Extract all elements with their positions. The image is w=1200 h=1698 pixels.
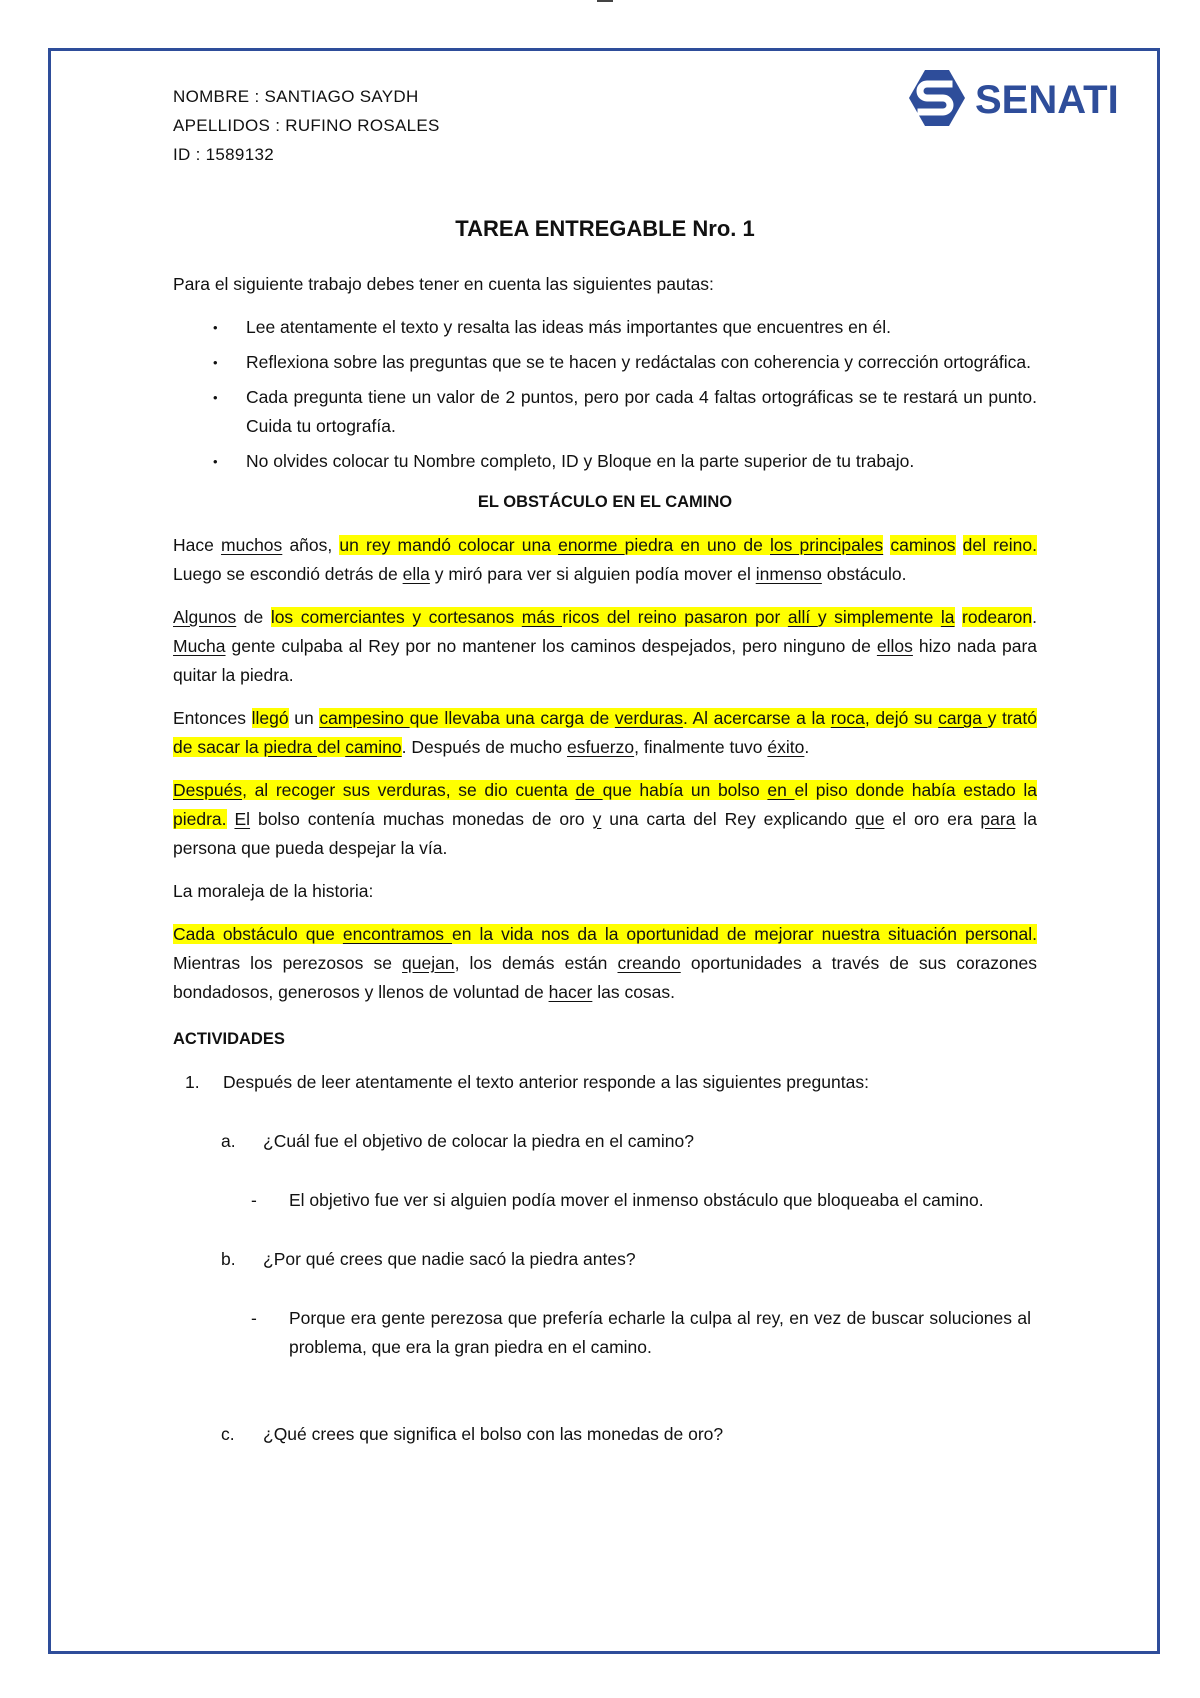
story-paragraph-3: Entonces llegó un campesino que llevaba una carga de verduras. Al acercarse a la roca, dejó su carga y trató de sacar la piedra del camino. Después de mucho esfuerzo, finalmente tuvo éxito. (173, 708, 1037, 757)
answer-b: - Porque era gente perezosa que prefería echarle la culpa al rey, en vez de buscar soluciones al problema, que era la gran piedra en el camino. (251, 1308, 1031, 1357)
bullet-icon: • (213, 355, 218, 370)
senati-logo-text: SENATI (975, 78, 1119, 122)
story-title: EL OBSTÁCULO EN EL CAMINO (477, 493, 733, 511)
story-paragraph-4: Después, al recoger sus verduras, se dio cuenta de que había un bolso en el piso donde había estado la piedra. El bolso contenía muchas monedas de oro y una carta del Rey explicando que el oro era para la persona que pueda despejar la vía. (173, 780, 1038, 858)
question-number: 1. (185, 1072, 200, 1092)
story-moral: Cada obstáculo que encontramos en la vida nos da la oportunidad de mejorar nuestra situación personal. Mientras los perezosos se quejan, los demás están creando oportunidades a través de sus corazones bondadosos, generosos y llenos de voluntad de hacer las cosas. (173, 924, 1037, 1002)
activities-title: ACTIVIDADES (173, 1030, 285, 1048)
bullet-icon: • (213, 320, 218, 335)
student-name: NOMBRE : SANTIAGO SAYDH (173, 87, 419, 106)
guideline-item: • Lee atentamente el texto y resalta las ideas más importantes que encuentres en él. (173, 313, 1037, 342)
document-content (173, 82, 1038, 1444)
guideline-item: • Cada pregunta tiene un valor de 2 puntos, pero por cada 4 faltas ortográficas se te restará un punto. Cuida tu ortografía. (173, 383, 1037, 441)
story-paragraph-1: Hace muchos años, un rey mandó colocar una enorme piedra en uno de los principales caminos del reino. Luego se escondió detrás de ella y miró para ver si alguien podía mover el inmenso obstáculo. (173, 535, 1037, 584)
moral-label: La moraleja de la historia: (173, 881, 374, 901)
page-top-mark (597, 0, 613, 2)
document-body (173, 270, 1037, 1449)
guidelines-list (173, 313, 1037, 476)
subquestion-b: b. ¿Por qué crees que nadie sacó la piedra antes? (221, 1249, 636, 1269)
subquestion-c: c. ¿Qué crees que significa el bolso con las monedas de oro? (221, 1424, 724, 1444)
activity-question-1: 1. Después de leer atentamente el texto anterior responde a las siguientes preguntas: (173, 1068, 1037, 1097)
bullet-icon: • (213, 454, 218, 469)
bullet-icon: • (213, 390, 218, 405)
guideline-item: • No olvides colocar tu Nombre completo, ID y Bloque en la parte superior de tu trabajo. (173, 447, 1037, 476)
story-paragraph-2: Algunos de los comerciantes y cortesanos más ricos del reino pasaron por allí y simplemente la rodearon. Mucha gente culpaba al Rey por no mantener los caminos despejados, pero ninguno de ellos hizo nada para quitar la piedra. (173, 607, 1037, 685)
intro-text: Para el siguiente trabajo debes tener en cuenta las siguientes pautas: (173, 274, 714, 294)
student-surnames: APELLIDOS : RUFINO ROSALES (173, 116, 440, 135)
page-title: TAREA ENTREGABLE Nro. 1 (455, 216, 755, 241)
answer-a: - El objetivo fue ver si alguien podía mover el inmenso obstáculo que bloqueaba el camino. (251, 1190, 984, 1210)
student-id: ID : 1589132 (173, 145, 274, 164)
guideline-item: • Reflexiona sobre las preguntas que se te hacen y redáctalas con coherencia y corrección ortográfica. (173, 348, 1037, 377)
subquestion-a: a. ¿Cuál fue el objetivo de colocar la piedra en el camino? (221, 1131, 694, 1151)
